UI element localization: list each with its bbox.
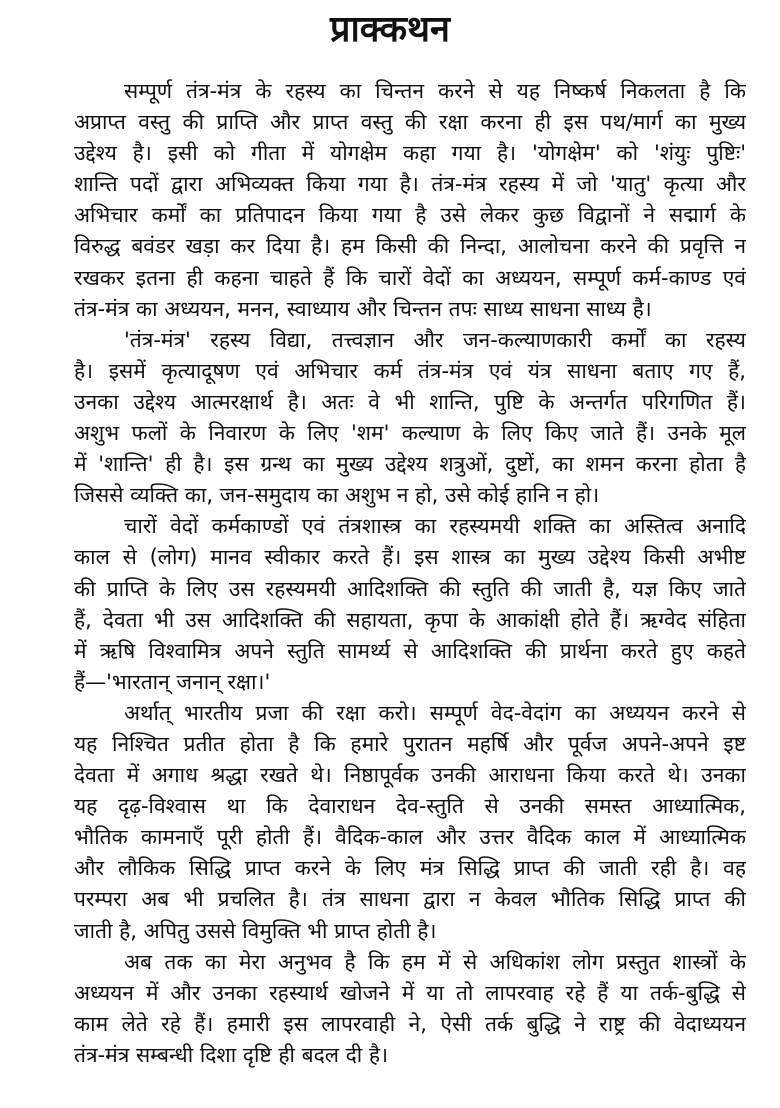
text-line: अप्राप्त वस्तु की प्राप्ति और प्राप्त वस्तु की रक्षा करना ही इस पथ/मार्ग का मुख्य [74, 110, 746, 135]
text-line: परम्परा अब भी प्रचलित है। तंत्र साधना द्वारा न केवल भौतिक सिद्धि प्राप्त की [74, 887, 746, 912]
text-line: सम्पूर्ण तंत्र-मंत्र के रहस्य का चिन्तन करने से यह निष्कर्ष निकलता है कि [124, 79, 746, 103]
text-line: अर्थात् भारतीय प्रजा की रक्षा करो। सम्पूर्ण वेद-वेदांग का अध्ययन करने से [124, 700, 746, 725]
text-line: जाती है, अपितु उससे विमुक्ति भी प्राप्त होती है। [74, 918, 437, 943]
text-line: चारों वेदों कर्मकाण्डों एवं तंत्रशास्त्र का रहस्यमयी शक्ति का अस्तित्व अनादि [124, 514, 746, 539]
text-line: तंत्र-मंत्र का अध्ययन, मनन, स्वाध्याय और चिन्तन तपः साध्य साधना साध्य है। [74, 296, 652, 321]
text-line: में 'शान्ति' ही है। इस ग्रन्थ का मुख्य उद्देश्य शत्रुओं, दुष्टों, का शमन करना होता है [74, 452, 746, 477]
text-line: देवता में अगाध श्रद्धा रखते थे। निष्ठापूर्वक उनकी आराधना किया करते थे। उनका [74, 763, 746, 788]
text-line: की प्राप्ति के लिए उस रहस्यमयी आदिशक्ति की स्तुति की जाती है, यज्ञ किए जाते [74, 576, 746, 601]
text-line: अध्ययन में और उनका रहस्यार्थ खोजने में या तो लापरवाह रहे हैं या तर्क-बुद्धि से [74, 980, 746, 1005]
text-line: में ऋषि विश्वामित्र अपने स्तुति सामर्थ्य से आदिशक्ति की प्रार्थना करते हुए कहते [74, 638, 746, 663]
paragraph [74, 76, 746, 325]
text-line: काम लेते रहे हैं। हमारी इस लापरवाही ने, ऐसी तर्क बुद्धि ने राष्ट्र की वेदाध्ययन [74, 1011, 746, 1036]
paragraph [74, 511, 746, 698]
text-line: जिससे व्यक्ति का, जन-समुदाय का अशुभ न हो, उसे कोई हानि न हो। [74, 483, 600, 508]
text-line: भौतिक कामनाएँ पूरी होती हैं। वैदिक-काल और उत्तर वैदिक काल में आध्यात्मिक [74, 825, 746, 850]
paragraph [74, 325, 746, 512]
text-line: हैं, देवता भी उस आदिशक्ति की सहायता, कृपा के आकांक्षी होते हैं। ऋग्वेद संहिता [74, 607, 746, 632]
text-line: अब तक का मेरा अनुभव है कि हम में से अधिकांश लोग प्रस्तुत शास्त्रों के [124, 949, 746, 974]
text-line: हैं—'भारतान् जनान् रक्षा।' [74, 669, 271, 694]
text-line: उद्देश्य है। इसी को गीता में योगक्षेम कहा गया है। 'योगक्षेम' को 'शंयुः पुष्टिः' [74, 141, 746, 166]
text-line: काल से (लोग) मानव स्वीकार करते हैं। इस शास्त्र का मुख्य उद्देश्य किसी अभीष्ट [74, 545, 746, 570]
text-line: शान्ति पदों द्वारा अभिव्यक्त किया गया है। तंत्र-मंत्र रहस्य में जो 'यातु' कृत्या और [74, 172, 746, 197]
page-title: प्राक्कथन [329, 9, 451, 50]
text-line: उनका उद्देश्य आत्मरक्षार्थ है। अतः वे भी शान्ति, पुष्टि के अन्तर्गत परिगणित हैं। [74, 389, 746, 414]
paragraph [74, 698, 746, 947]
text-line: तंत्र-मंत्र सम्बन्धी दिशा दृष्टि ही बदल दी है। [74, 1042, 389, 1067]
text-line: विरुद्ध बवंडर खड़ा कर दिया है। हम किसी की निन्दा, आलोचना करने की प्रवृत्ति न [74, 234, 746, 259]
paragraph [74, 947, 746, 1071]
text-line: रखकर इतना ही कहना चाहते हैं कि चारों वेदों का अध्ययन, सम्पूर्ण कर्म-काण्ड एवं [74, 265, 746, 290]
text-line: अभिचार कर्मों का प्रतिपादन किया गया है उसे लेकर कुछ विद्वानों ने सद्मार्ग के [74, 203, 746, 228]
text-line: और लौकिक सिद्धि प्राप्त करने के लिए मंत्र सिद्धि प्राप्त की जाती रही है। वह [74, 856, 746, 881]
text-line: अशुभ फलों के निवारण के लिए 'शम' कल्याण के लिए किए जाते हैं। उनके मूल [74, 421, 746, 446]
text-line: 'तंत्र-मंत्र' रहस्य विद्या, तत्त्वज्ञान और जन-कल्याणकारी कर्मों का रहस्य [124, 327, 746, 352]
text-line: यह निश्चित प्रतीत होता है कि हमारे पुरातन महर्षि और पूर्वज अपने-अपने इष्ट [74, 731, 746, 756]
text-line: यह दृढ़-विश्वास था कि देवाराधन देव-स्तुति से उनकी समस्त आध्यात्मिक, [74, 794, 746, 819]
text-line: है। इसमें कृत्यादूषण एवं अभिचार कर्म तंत्र-मंत्र एवं यंत्र साधना बताए गए हैं, [74, 358, 746, 383]
document-body [74, 76, 746, 1071]
